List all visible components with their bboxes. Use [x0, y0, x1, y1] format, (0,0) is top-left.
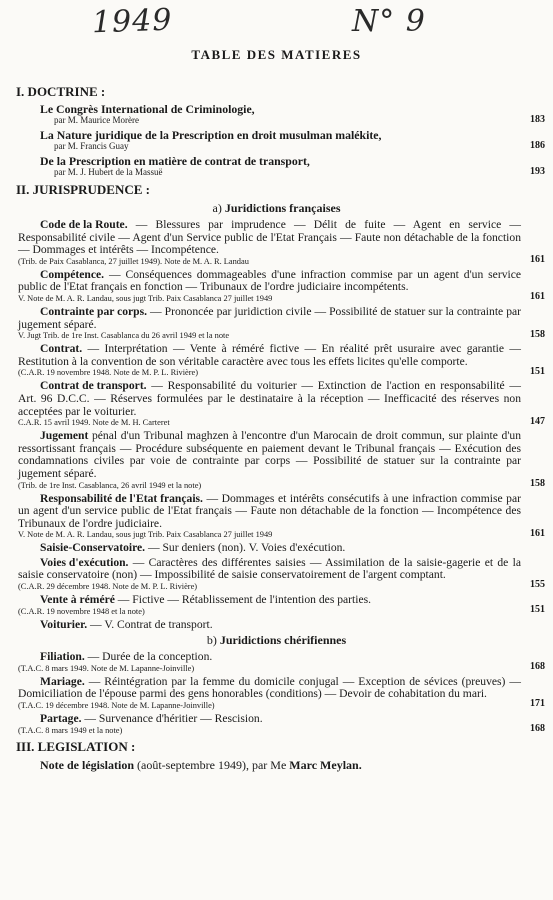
entry-source: V. Jugt Trib. de 1re Inst. Casablanca du 26 avril 1949 et la note — [18, 331, 230, 341]
doctrine-item — [40, 155, 553, 178]
entry-source: (T.A.C. 8 mars 1949. Note de M. Lapanne-Joinville) — [18, 663, 195, 673]
table-of-contents — [0, 84, 553, 773]
entry-source: V. Note de M. A. R. Landau, sous jugt Trib. Paix Casablanca 27 juillet 1949 — [18, 530, 273, 540]
handwritten-year: 1949 — [91, 2, 173, 41]
entry-heading: Compétence. — [40, 267, 105, 281]
entry-heading: Partage. — [40, 712, 82, 726]
page-title: TABLE DES MATIERES — [191, 47, 362, 62]
entry-source: (C.A.R. 19 novembre 1948 et la note) — [18, 606, 145, 616]
toc-entry — [0, 306, 553, 341]
toc-entry — [0, 594, 553, 617]
entry-page: 158 — [530, 477, 545, 489]
doctrine-item-author: par M. Maurice Morère — [54, 115, 139, 125]
entry-text: — Fictive — Rétablissement de l'intention des parties. — [114, 593, 372, 607]
entry-page: 171 — [530, 698, 545, 710]
toc-entry — [0, 430, 553, 490]
entry-text: — Durée de la conception. — [84, 650, 213, 664]
entry-source: (Trib. de Paix Casablanca, 27 juillet 1949). Note de M. A. R. Landau — [18, 256, 249, 266]
entry-text: pénal d'un Tribunal maghzen à l'encontre d'un Marocain de droit commun, sur plainte d'un ressortissant français — Procédure subséquente en paiement devant le Tribunal français — Exécution des condamnations civiles par voie de contrainte par corps — Possibilité de statuer sur la contrainte par jugement séparé. — [18, 429, 521, 480]
entry-heading: Voies d'exécution. — [40, 555, 129, 569]
entry-lead — [18, 619, 87, 632]
entry-page: 161 — [530, 291, 545, 303]
entry-page: 161 — [530, 254, 545, 266]
doctrine-item — [40, 129, 553, 152]
toc-entry — [0, 219, 553, 267]
entry-heading: Contrainte par corps. — [40, 304, 148, 318]
subsection-a-letter: a) — [212, 201, 222, 215]
entry-text: — Caractères des différentes saisies — Assimilation de la saisie-gagerie et de la saisie conservatoire (non) — Impossibilité de saisie conservatoirement de l'argent comptant. — [18, 555, 521, 582]
doctrine-item-author: par M. J. Hubert de la Massuë — [54, 167, 163, 177]
entry-source: (C.A.R. 19 novembre 1948. Note de M. P. L. Rivière) — [18, 368, 199, 378]
entry-heading: Mariage. — [40, 674, 85, 688]
subsection-a-label: Juridictions françaises — [224, 201, 341, 215]
entry-heading: Jugement — [40, 429, 89, 443]
toc-entry — [0, 493, 553, 541]
section-legislation-heading: III. LEGISLATION : — [16, 738, 136, 754]
entry-heading: Contrat de transport. — [40, 379, 147, 393]
entry-heading: Code de la Route. — [40, 218, 128, 231]
entry-page: 151 — [530, 604, 545, 616]
entry-page: 168 — [530, 661, 545, 673]
legislation-entry — [40, 758, 553, 773]
entry-text: — Blessures par imprudence — Délit de fuite — Agent en service — Responsabilité civile — Agent d'un Service public de l'Etat Français — Faute non détachable de la fonction — Dommages et intérêts — Incompétence. — [18, 218, 521, 257]
entry-source: C.A.R. 15 avril 1949. Note de M. H. Carteret — [18, 418, 170, 428]
entry-text: — V. Contrat de transport. — [87, 617, 213, 631]
toc-entry — [0, 619, 553, 632]
entry-text: — Interprétation — Vente à réméré fictive — En réalité prêt usuraire avec garantie — Restitution à la convention de son véritable caractère avec tous les effets licites qu'elle comporte. — [18, 342, 521, 368]
entry-source: (Trib. de 1re Inst. Casablanca, 26 avril 1949 et la note) — [18, 480, 202, 490]
doctrine-item-page: 183 — [530, 114, 545, 125]
entry-lead — [18, 542, 145, 555]
entry-source: (C.A.R. 29 décembre 1948. Note de M. P. L. Rivière) — [18, 582, 198, 592]
entry-text: — Réintégration par la femme du domicile conjugal — Exception de sévices (preuves) — Domiciliation de l'épouse parmi des gens honorables (conditions) — Devoir de cohabitation du mari. — [18, 674, 521, 701]
legislation-author: Marc Meylan. — [289, 757, 362, 772]
entry-heading: Saisie-Conservatoire. — [40, 541, 146, 555]
entry-lead — [18, 713, 82, 726]
entry-text: — Survenance d'héritier — Rescision. — [81, 712, 263, 726]
entry-text: — Conséquences dommageables d'une infraction commise par un agent d'un service public de l'Etat français en fonction — Tribunaux de l'ordre judiciaire incompétents. — [18, 267, 521, 294]
entry-source: (T.A.C. 8 mars 1949 et la note) — [18, 725, 123, 735]
doctrine-item-title: Le Congrès International de Criminologie, — [40, 102, 255, 116]
toc-entry — [0, 713, 553, 736]
toc-entry — [0, 557, 553, 592]
entry-text: — Prononcée par juridiction civile — Possibilité de statuer sur la contrainte par jugement séparé. — [18, 304, 521, 331]
doctrine-item-title: De la Prescription en matière de contrat de transport, — [40, 154, 310, 168]
handwritten-issue-number: N° 9 — [352, 4, 426, 39]
toc-entry — [0, 343, 553, 378]
doctrine-item-page: 193 — [530, 166, 545, 177]
jurisprudence-a-list — [0, 219, 553, 631]
entry-page: 151 — [530, 365, 545, 377]
toc-entry — [0, 651, 553, 674]
subsection-b-label: Juridictions chérifiennes — [219, 633, 347, 648]
entry-text: — Dommages et intérêts consécutifs à une infraction commise par un agent d'un service public de l'Etat français — Faute non détachable de la fonction — Incompétence des Tribunaux de l'ordre judiciaire. — [18, 491, 521, 530]
jurisprudence-b-list — [0, 651, 553, 735]
legislation-label: Note de législation — [40, 757, 134, 772]
doctrine-item — [40, 103, 553, 126]
subsection-b-heading — [0, 633, 553, 648]
entry-source: V. Note de M. A. R. Landau, sous jugt Trib. Paix Casablanca 27 juillet 1949 — [18, 293, 273, 303]
entry-page: 168 — [530, 723, 545, 735]
entry-heading: Filiation. — [40, 650, 85, 664]
doctrine-item-title: La Nature juridique de la Prescription en droit musulman malékite, — [40, 128, 382, 142]
entry-page: 155 — [530, 579, 545, 591]
legislation-text: (août-septembre 1949), par Me — [134, 757, 290, 772]
entry-heading: Responsabilité de l'Etat français. — [40, 491, 203, 505]
entry-source: (T.A.C. 19 décembre 1948. Note de M. Lapanne-Joinville) — [18, 701, 215, 711]
entry-lead — [18, 594, 115, 607]
toc-entry — [0, 269, 553, 304]
entry-heading: Contrat. — [40, 342, 83, 356]
entry-text: — Responsabilité du voiturier — Extinction de l'action en responsabilité — Art. 96 D.C.C. — Réserves formulées par le destinataire à la réception — Inefficacité des réserves non acceptées par le voiturier. — [18, 379, 521, 418]
doctrine-item-page: 186 — [530, 140, 545, 151]
entry-page: 158 — [530, 328, 545, 340]
entry-heading: Vente à réméré — [40, 593, 115, 607]
doctrine-item-author: par M. Francis Guay — [54, 141, 129, 151]
toc-entry — [0, 542, 553, 555]
toc-entry — [0, 676, 553, 711]
section-doctrine-heading: I. DOCTRINE : — [16, 84, 106, 99]
entry-page: 161 — [530, 527, 545, 539]
doctrine-list — [0, 103, 553, 178]
toc-entry — [0, 380, 553, 428]
entry-page: 147 — [530, 415, 545, 427]
subsection-b-letter: b) — [206, 633, 217, 648]
entry-text: — Sur deniers (non). V. Voies d'exécution. — [145, 541, 346, 555]
entry-lead — [18, 651, 85, 664]
section-jurisprudence-heading: II. JURISPRUDENCE : — [16, 182, 150, 197]
entry-heading: Voiturier. — [40, 617, 88, 631]
subsection-a-heading — [0, 201, 553, 216]
